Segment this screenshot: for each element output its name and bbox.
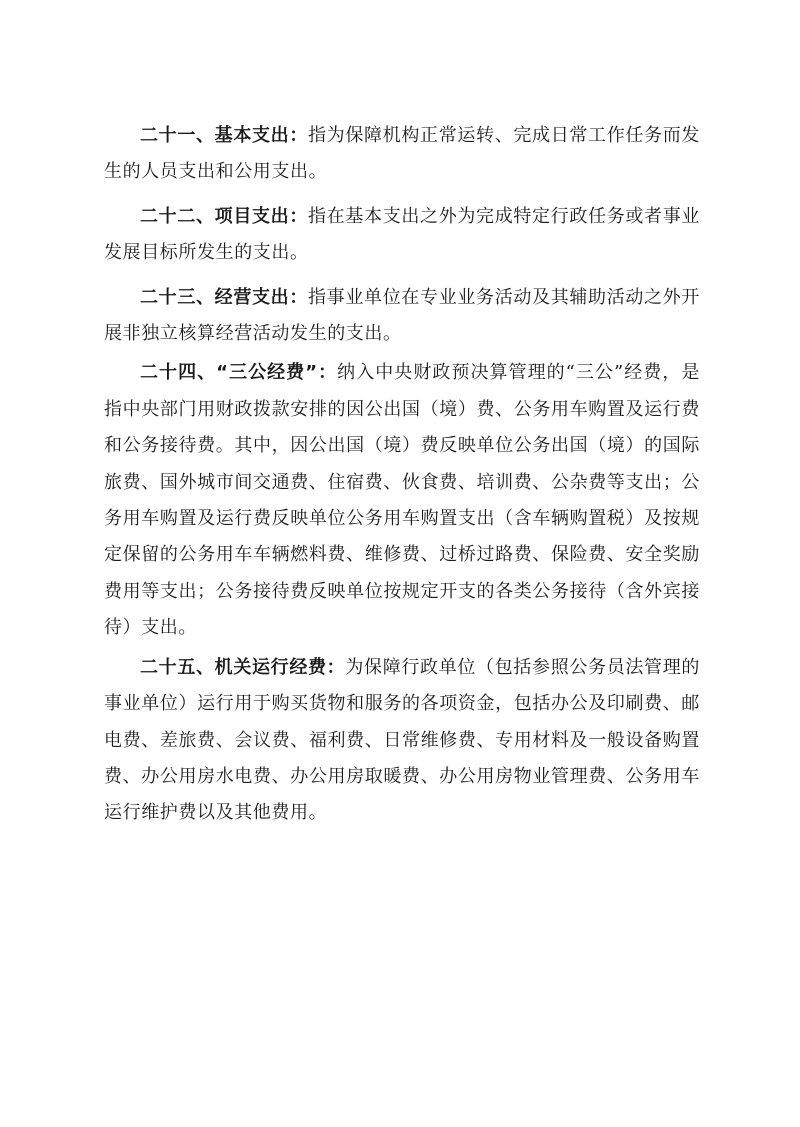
term-definition: 为保障行政单位（包括参照公务员法管理的事业单位）运行用于购买货物和服务的各项资金，包括办公及印刷费、邮电费、差旅费、会议费、福利费、日常维修费、专用材料及一般设备购置费、办公用房水电费、办公用房取暖费、办公用房物业管理费、公务用车运行维护费以及其他费用。 [104,656,700,824]
term-definition: 指事业单位在专业业务活动及其辅助活动之外开展非独立核算经营活动发生的支出。 [104,286,700,345]
term-heading: 二十四、“三公经费”： [140,362,338,384]
term-definition: 指为保障机构正常运转、完成日常工作任务而发生的人员支出和公用支出。 [104,125,700,183]
paragraph-agency-operating-funds [104,650,700,832]
term-definition: 纳入中央财政预决算管理的“三公”经费，是指中央部门用财政拨款安排的因公出国（境）费、公务用车购置及运行费和公务接待费。其中，因公出国（境）费反映单位公务出国（境）的国际旅费、国外城市间交通费、住宿费、伙食费、培训费、公杂费等支出；公务用车购置及运行费反映单位公务用车购置支出（含车辆购置税）及按规定保留的公务用车车辆燃料费、维修费、过桥过路费、保险费、安全奖励费用等支出；公务接待费反映单位按规定开支的各类公务接待（含外宾接待）支出。 [104,362,700,639]
paragraph-project-expenditure [104,199,700,272]
term-heading: 二十五、机关运行经费： [140,656,346,678]
paragraph-three-public-expenses [104,355,700,646]
paragraph-operating-expenditure [104,280,700,353]
term-heading: 二十二、项目支出： [140,205,309,227]
document-page [104,118,700,832]
term-heading: 二十三、经营支出： [140,286,309,308]
paragraph-basic-expenditure [104,118,700,191]
term-definition: 指在基本支出之外为完成特定行政任务或者事业发展目标所发生的支出。 [104,205,700,264]
term-heading: 二十一、基本支出： [140,125,309,146]
